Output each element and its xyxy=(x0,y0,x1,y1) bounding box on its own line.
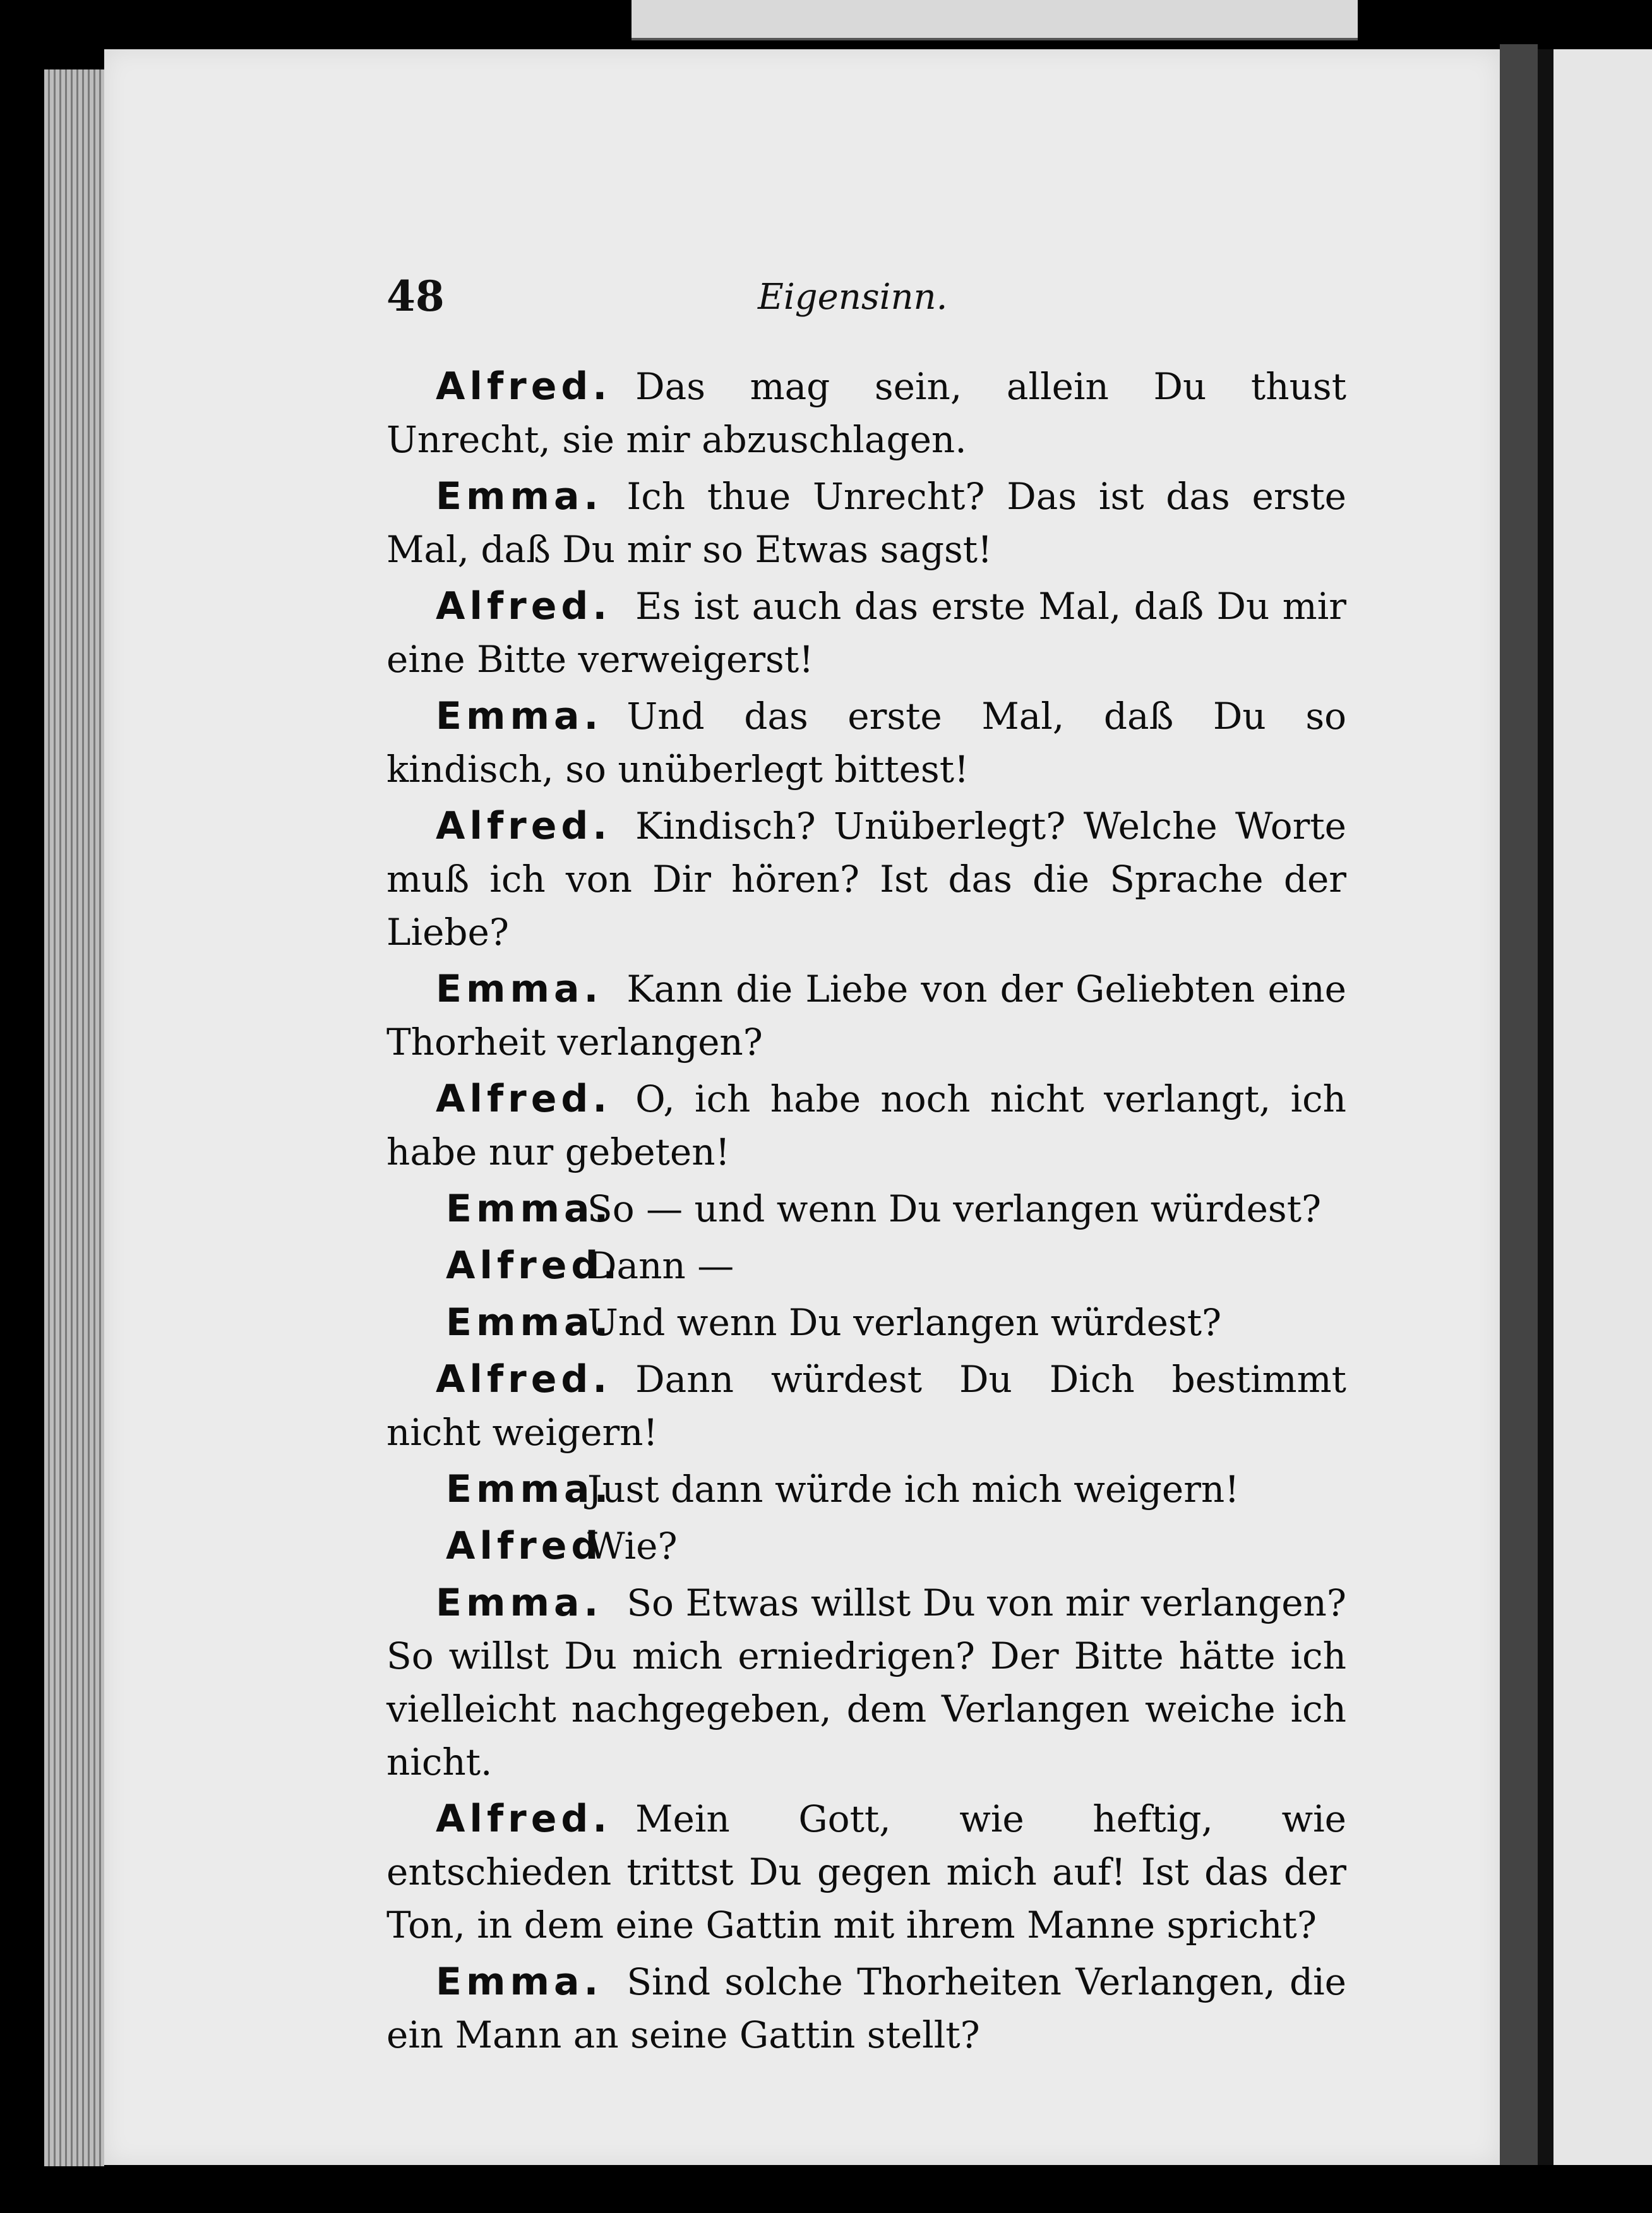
speaker-name: Emma. xyxy=(446,1187,613,1231)
speech-text: So — und wenn Du verlangen würdest? xyxy=(587,1187,1322,1230)
scan-edge-bottom xyxy=(104,2165,1652,2213)
dialogue-paragraph xyxy=(386,1576,1346,1789)
dialogue-line xyxy=(386,1296,1346,1349)
speech-text: Wie? xyxy=(587,1525,678,1568)
page-number: 48 xyxy=(386,272,445,321)
speaker-name: Alfred. xyxy=(436,1357,612,1401)
dialogue-paragraph xyxy=(386,690,1346,796)
speech-text: Kindisch? Unüberlegt? Welche Worte muß ich von Dir hören? Ist das die Sprache der Liebe? xyxy=(386,805,1346,954)
speaker-name: Alfred. xyxy=(436,584,612,628)
speech-text: Mein Gott, wie heftig, wie entschieden trittst Du gegen mich auf! Ist das der Ton, in dem eine Gattin mit ihrem Manne spricht? xyxy=(386,1797,1346,1946)
speech-text: Und das erste Mal, daß Du so kindisch, so unüberlegt bittest! xyxy=(386,695,1346,791)
speaker-name: Alfred. xyxy=(436,1797,612,1841)
dialogue-paragraph xyxy=(386,470,1346,576)
dialogue-line xyxy=(386,1239,1346,1292)
running-title: Eigensinn. xyxy=(758,277,948,318)
dialogue-line xyxy=(386,1520,1346,1573)
dialogue-line xyxy=(386,1182,1346,1235)
speaker-name: Emma. xyxy=(446,1300,613,1345)
dialogue-line xyxy=(386,1463,1346,1516)
speaker-name: Emma. xyxy=(436,474,603,519)
speech-text: Das mag sein, allein Du thust Unrecht, sie mir abzuschlagen. xyxy=(386,365,1346,461)
speaker-name: Alfred. xyxy=(436,364,612,409)
speech-text: Sind solche Thorheiten Verlangen, die ein Mann an seine Gattin stellt? xyxy=(386,1960,1346,2056)
speech-text: O, ich habe noch nicht verlangt, ich habe nur gebeten! xyxy=(386,1077,1346,1173)
dialogue-paragraph xyxy=(386,1072,1346,1178)
speech-text: Just dann würde ich mich weigern! xyxy=(587,1468,1240,1511)
dialogue-text xyxy=(386,360,1346,2065)
speaker-name: Emma. xyxy=(436,1581,603,1625)
dialogue-paragraph xyxy=(386,580,1346,686)
speech-text: Ich thue Unrecht? Das ist das erste Mal, daß Du mir so Etwas sagst! xyxy=(386,475,1346,571)
dialogue-paragraph xyxy=(386,1792,1346,1952)
speech-text: So Etwas willst Du von mir verlangen? So willst Du mich erniedrigen? Der Bitte hätte ich vielleicht nachgegeben, dem Verlangen weiche ich nicht. xyxy=(386,1581,1346,1784)
speech-text: Dann — xyxy=(587,1244,734,1287)
speech-text: Kann die Liebe von der Geliebten eine Thorheit verlangen? xyxy=(386,968,1346,1064)
speaker-name: Emma. xyxy=(436,967,603,1011)
speaker-name: Alfred. xyxy=(436,1077,612,1121)
speaker-name: Alfred xyxy=(446,1524,603,1568)
running-head xyxy=(386,272,948,335)
facing-page-edge xyxy=(1538,49,1652,2165)
speech-text: Und wenn Du verlangen würdest? xyxy=(587,1301,1222,1344)
dialogue-paragraph xyxy=(386,1955,1346,2061)
dialogue-paragraph xyxy=(386,360,1346,466)
speaker-name: Emma. xyxy=(446,1467,613,1511)
speech-text: Es ist auch das erste Mal, daß Du mir eine Bitte verweigerst! xyxy=(386,585,1346,681)
speaker-name: Alfred. xyxy=(436,804,612,848)
speaker-name: Alfred. xyxy=(446,1244,622,1288)
facing-page-shadow xyxy=(1538,49,1553,2165)
speech-text: Dann würdest Du Dich bestimmt nicht weigern! xyxy=(386,1358,1346,1454)
speaker-name: Emma. xyxy=(436,694,603,738)
dialogue-paragraph xyxy=(386,963,1346,1069)
speaker-name: Emma. xyxy=(436,1960,603,2004)
dialogue-paragraph xyxy=(386,800,1346,959)
scan-edge-top xyxy=(631,0,1358,40)
book-gutter xyxy=(1500,44,1538,2166)
dialogue-paragraph xyxy=(386,1353,1346,1459)
